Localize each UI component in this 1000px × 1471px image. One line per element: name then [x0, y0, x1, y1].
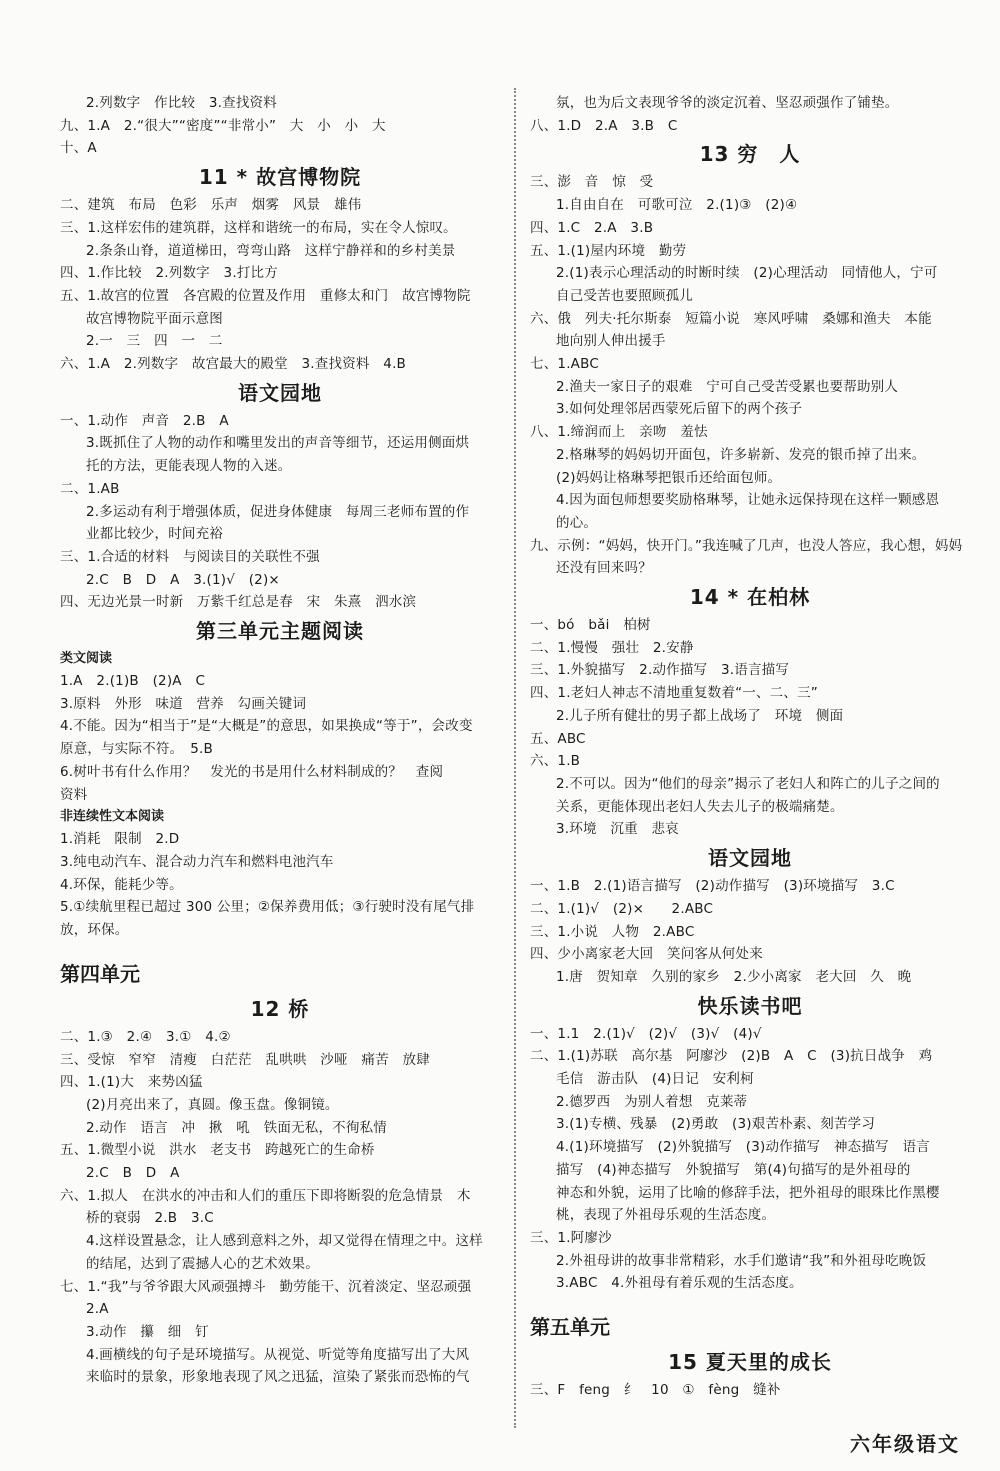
answer-line: 3.纯电动汽车、混合动力汽车和燃料电池汽车: [60, 853, 334, 870]
answer-line: 3.动作 攥 细 钉: [86, 1323, 209, 1340]
answer-line: 2.格琳琴的妈妈切开面包，许多崭新、发亮的银币掉了出来。: [556, 446, 926, 463]
answer-line: 二、1.慢慢 强壮 2.安静: [530, 639, 694, 656]
answer-line: 3.原料 外形 味道 营养 勾画关键词: [60, 695, 307, 712]
answer-line: 七、1.ABC: [530, 356, 599, 373]
answer-line: 4.环保，能耗少等。: [60, 876, 183, 893]
answer-line: 还没有回来吗？: [556, 560, 652, 577]
answer-line: 2.列数字 作比较 3.查找资料: [86, 95, 277, 111]
answer-line: 2.不可以。因为“他们的母亲”揭示了老妇人和阵亡的儿子之间的: [556, 775, 940, 792]
answer-line: 1.自由自在 可歌可泣 2.(1)③ (2)④: [556, 197, 798, 214]
answer-line: 自己受苦也要照顾孤儿: [556, 287, 693, 304]
section-title: 15 夏天里的成长: [668, 1350, 832, 1375]
answer-line: 六、1.B: [530, 753, 581, 770]
subsection-label: 类文阅读: [60, 651, 113, 667]
answer-line: 一、1.B 2.(1)语言描写 (2)动作描写 (3)环境描写 3.C: [530, 878, 895, 895]
answer-line: 桥的衰弱 2.B 3.C: [86, 1210, 214, 1227]
left-column: [60, 92, 500, 1389]
answer-line: 五、1.故宫的位置 各宫殿的位置及作用 重修太和门 故宫博物院: [60, 287, 471, 304]
answer-line: (2)妈妈让格琳琴把银币还给面包师。: [556, 469, 782, 486]
answer-line: 五、ABC: [530, 730, 586, 747]
answer-line: 三、F feng 纟 10 ① fèng 缝补: [530, 1382, 781, 1399]
answer-line: 放，环保。: [60, 922, 129, 939]
section-title: 快乐读书吧: [697, 993, 803, 1018]
answer-line: 3.ABC 4.外祖母有着乐观的生活态度。: [556, 1275, 803, 1292]
answer-line: 6.树叶书有什么作用？ 发光的书是用什么材料制成的？ 查阅: [60, 763, 444, 780]
answer-line: 九、示例：“妈妈，快开门。”我连喊了几声，也没人答应，我心想，妈妈: [530, 537, 963, 554]
answer-line: 2.一 三 四 一 二: [86, 333, 223, 350]
answer-line: 3.(1)专横、残暴 (2)勇敢 (3)艰苦朴素、刻苦学习: [556, 1116, 876, 1133]
answer-line: 4.这样设置悬念，让人感到意料之外，却又觉得在情理之中。这样: [86, 1233, 483, 1250]
answer-line: 三、受惊 窄窄 清瘦 白茫茫 乱哄哄 沙哑 痛苦 放肆: [60, 1051, 430, 1068]
answer-line: 八、1.D 2.A 3.B C: [530, 117, 678, 134]
answer-line: 四、1.(1)大 来势凶猛: [60, 1074, 203, 1091]
answer-line: 毛信 游击队 (4)日记 安利柯: [556, 1071, 754, 1088]
answer-line: 2.(1)表示心理活动的时断时续 (2)心理活动 同情他人，宁可: [556, 265, 938, 282]
answer-line: 十、A: [60, 140, 97, 157]
answer-line: 1.消耗 限制 2.D: [60, 831, 180, 848]
answer-line: 六、1.拟人 在洪水的冲击和人们的重压下即将断裂的危急情景 木: [60, 1187, 471, 1204]
answer-line: 二、1.(1)√ (2)× 2.ABC: [530, 900, 714, 917]
answer-line: 的心。: [556, 514, 598, 531]
page-footer: 六年级语文: [850, 1432, 960, 1456]
answer-line: 关系，更能体现出老妇人失去儿子的极端痛楚。: [556, 798, 844, 815]
answer-line: 2.C B D A: [86, 1165, 180, 1182]
answer-line: 1.A 2.(1)B (2)A C: [60, 673, 206, 690]
answer-line: 二、1.AB: [60, 480, 120, 497]
answer-line: 原意，与实际不符。 5.B: [60, 741, 213, 758]
answer-line: 六、1.A 2.列数字 故宫最大的殿堂 3.查找资料 4.B: [60, 356, 407, 373]
section-title: 13 穷 人: [699, 142, 801, 167]
section-title: 12 桥: [250, 996, 310, 1021]
answer-line: 5.①续航里程已超过 300 公里；②保养费用低；③行驶时没有尾气排: [60, 899, 475, 916]
answer-line: 托的方法，更能表现人物的入迷。: [86, 458, 292, 475]
answer-line: 4.不能。因为“相当于”是“大概是”的意思，如果换成“等于”，会改变: [60, 718, 473, 735]
answer-line: 四、少小离家老大回 笑问客从何处来: [530, 946, 763, 963]
answer-line: (2)月亮出来了，真圆。像玉盘。像铜镜。: [86, 1096, 339, 1113]
answer-line: 三、1.合适的材料 与阅读目的关联性不强: [60, 548, 320, 565]
answer-line: 4.(1)环境描写 (2)外貌描写 (3)动作描写 神态描写 语言: [556, 1139, 930, 1156]
right-column: [530, 92, 970, 1402]
column-divider: [514, 88, 516, 1428]
answer-line: 2.渔夫一家日子的艰难 宁可自己受苦受累也要帮助别人: [556, 378, 899, 395]
answer-line: 氛，也为后文表现爷爷的淡定沉着、坚忍顽强作了铺垫。: [556, 95, 899, 111]
answer-line: 2.C B D A 3.(1)√ (2)×: [86, 571, 280, 588]
answer-line: 六、俄 列夫·托尔斯泰 短篇小说 寒风呼啸 桑娜和渔夫 本能: [530, 310, 932, 327]
spacer: [60, 942, 500, 950]
answer-line: 四、1.老妇人神志不清地重复数着“一、二、三”: [530, 685, 818, 702]
answer-line: 七、1.“我”与爷爷跟大风顽强搏斗 勤劳能干、沉着淡定、坚忍顽强: [60, 1278, 472, 1295]
answer-line: 神态和外貌，运用了比喻的修辞手法，把外祖母的眼珠比作黑樱: [556, 1184, 940, 1201]
answer-line: 2.多运动有利于增强体质，促进身体健康 每周三老师布置的作: [86, 503, 470, 520]
answer-line: 二、建筑 布局 色彩 乐声 烟雾 风景 雄伟: [60, 197, 362, 214]
answer-line: 1.唐 贺知章 久别的家乡 2.少小离家 老大回 久 晚: [556, 968, 912, 985]
answer-line: 四、无边光景一时新 万紫千红总是春 宋 朱熹 泗水滨: [60, 594, 417, 611]
answer-line: 3.如何处理邻居西蒙死后留下的两个孩子: [556, 401, 803, 418]
answer-line: 四、1.C 2.A 3.B: [530, 219, 654, 236]
answer-line: 五、1.(1)屋内环境 勤劳: [530, 242, 687, 259]
answer-line: 2.条条山脊，道道梯田，弯弯山路 这样宁静祥和的乡村美景: [86, 242, 456, 259]
answer-line: 资料: [60, 786, 88, 803]
answer-line: 来临时的景象，形象地表现了风之迅猛，渲染了紧张而恐怖的气: [86, 1369, 470, 1386]
answer-line: 3.环境 沉重 悲哀: [556, 821, 679, 838]
answer-line: 一、1.1 2.(1)√ (2)√ (3)√ (4)√: [530, 1025, 762, 1042]
answer-line: 的结尾，达到了震撼人心的艺术效果。: [86, 1255, 319, 1272]
answer-line: 4.画横线的句子是环境描写。从视觉、听觉等角度描写出了大风: [86, 1346, 470, 1363]
answer-line: 桃，表现了外祖母乐观的生活态度。: [556, 1207, 776, 1224]
unit-heading: 第四单元: [60, 961, 140, 986]
answer-line: 三、1.这样宏伟的建筑群，这样和谐统一的布局，实在令人惊叹。: [60, 219, 457, 236]
answer-line: 描写 (4)神态描写 外貌描写 第(4)句描写的是外祖母的: [556, 1161, 911, 1178]
answer-line: 二、1.③ 2.④ 3.① 4.②: [60, 1028, 231, 1045]
answer-line: 五、1.微型小说 洪水 老支书 跨越死亡的生命桥: [60, 1142, 375, 1159]
answer-line: 一、bó bǎi 柏树: [530, 617, 651, 634]
answer-line: 一、1.动作 声音 2.B A: [60, 412, 229, 429]
answer-line: 3.既抓住了人物的动作和嘴里发出的声音等细节，还运用侧面烘: [86, 435, 470, 452]
answer-line: 2.儿子所有健壮的男子都上战场了 环境 侧面: [556, 707, 844, 724]
answer-line: 三、1.阿廖沙: [530, 1229, 612, 1246]
answer-line: 三、1.外貌描写 2.动作描写 3.语言描写: [530, 662, 790, 679]
spacer: [530, 1295, 970, 1303]
answer-line: 地向别人伸出援手: [556, 333, 666, 350]
section-title: 第三单元主题阅读: [196, 619, 364, 644]
section-title: 语文园地: [238, 380, 322, 405]
answer-line: 4.因为面包师想要奖励格琳琴，让她永远保持现在这样一颗感恩: [556, 492, 940, 509]
subsection-label: 非连续性文本阅读: [60, 809, 165, 825]
answer-line: 2.外祖母讲的故事非常精彩，水手们邀请“我”和外祖母吃晚饭: [556, 1252, 927, 1269]
answer-line: 三、1.小说 人物 2.ABC: [530, 923, 695, 940]
answer-line: 2.A: [86, 1301, 109, 1318]
answer-line: 八、1.缔润而上 亲吻 羞怯: [530, 424, 708, 441]
answer-line: 故宫博物院平面示意图: [86, 310, 223, 327]
answer-line: 九、1.A 2.“很大”“密度”“非常小” 大 小 小 大: [60, 117, 386, 134]
answer-line: 2.动作 语言 冲 揪 吼 铁面无私，不徇私情: [86, 1119, 387, 1136]
answer-line: 四、1.作比较 2.列数字 3.打比方: [60, 265, 278, 282]
section-title: 11 * 故宫博物院: [198, 165, 362, 190]
answer-line: 三、澎 音 惊 受: [530, 174, 654, 191]
answer-line: 2.德罗西 为别人着想 克莱蒂: [556, 1093, 748, 1110]
section-title: 语文园地: [708, 846, 792, 871]
answer-line: 业都比较少，时间充裕: [86, 526, 223, 543]
section-title: 14 * 在柏林: [689, 585, 811, 610]
answer-line: 二、1.(1)苏联 高尔基 阿廖沙 (2)B A C (3)抗日战争 鸡: [530, 1048, 933, 1065]
unit-heading: 第五单元: [530, 1315, 610, 1340]
